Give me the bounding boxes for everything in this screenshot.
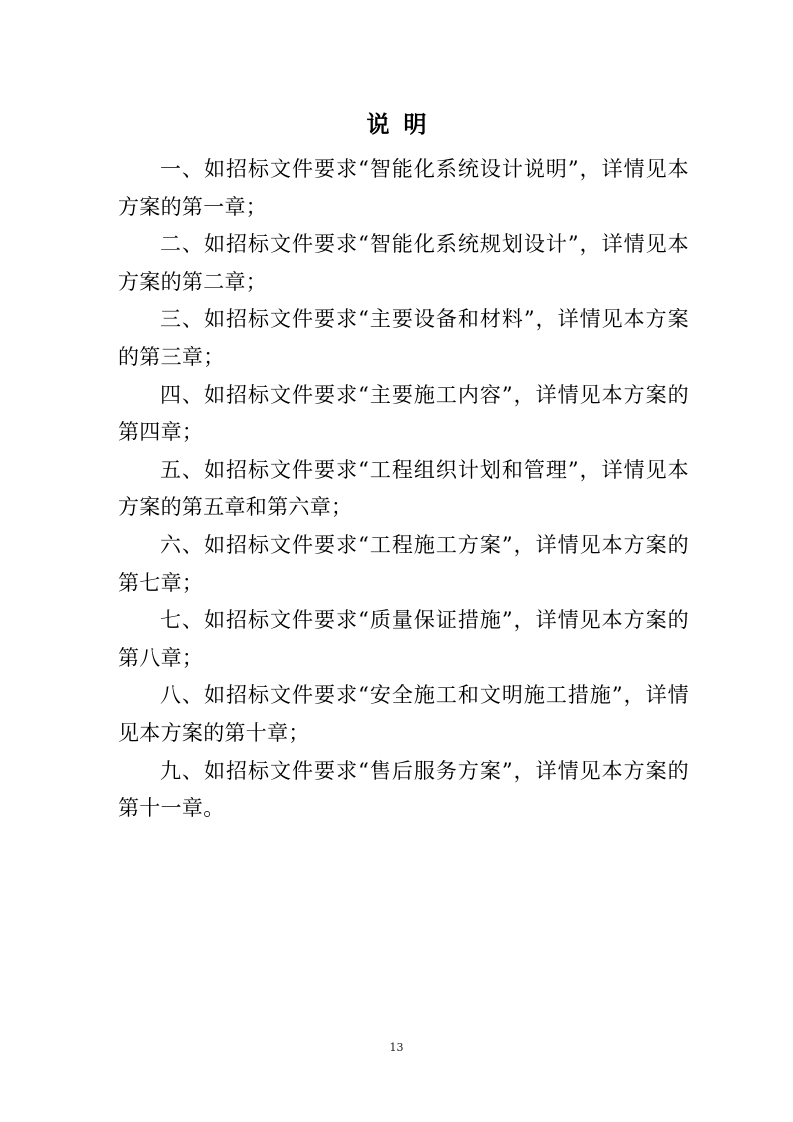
paragraph-2: 二、如招标文件要求“智能化系统规划设计”，详情见本方案的第二章； — [118, 232, 689, 294]
paragraph-4: 四、如招标文件要求“主要施工内容”，详情见本方案的第四章； — [118, 382, 689, 445]
page-number: 13 — [389, 1041, 404, 1054]
paragraph-8: 八、如招标文件要求“安全施工和文明施工措施”，详情见本方案的第十章； — [118, 683, 689, 745]
paragraph-6: 六、如招标文件要求“工程施工方案”，详情见本方案的第七章； — [118, 532, 689, 595]
page-title: 说明 — [366, 112, 441, 138]
document-body — [118, 151, 689, 828]
paragraph-7: 七、如招标文件要求“质量保证措施”，详情见本方案的第八章； — [118, 608, 689, 670]
paragraph-5: 五、如招标文件要求“工程组织计划和管理”，详情见本方案的第五章和第六章； — [118, 457, 689, 520]
paragraph-3: 三、如招标文件要求“主要设备和材料”，详情见本方案的第三章； — [118, 307, 689, 369]
paragraph-9: 九、如招标文件要求“售后服务方案”，详情见本方案的第十一章。 — [118, 758, 689, 821]
paragraph-1: 一、如招标文件要求“智能化系统设计说明”，详情见本方案的第一章； — [118, 157, 689, 219]
